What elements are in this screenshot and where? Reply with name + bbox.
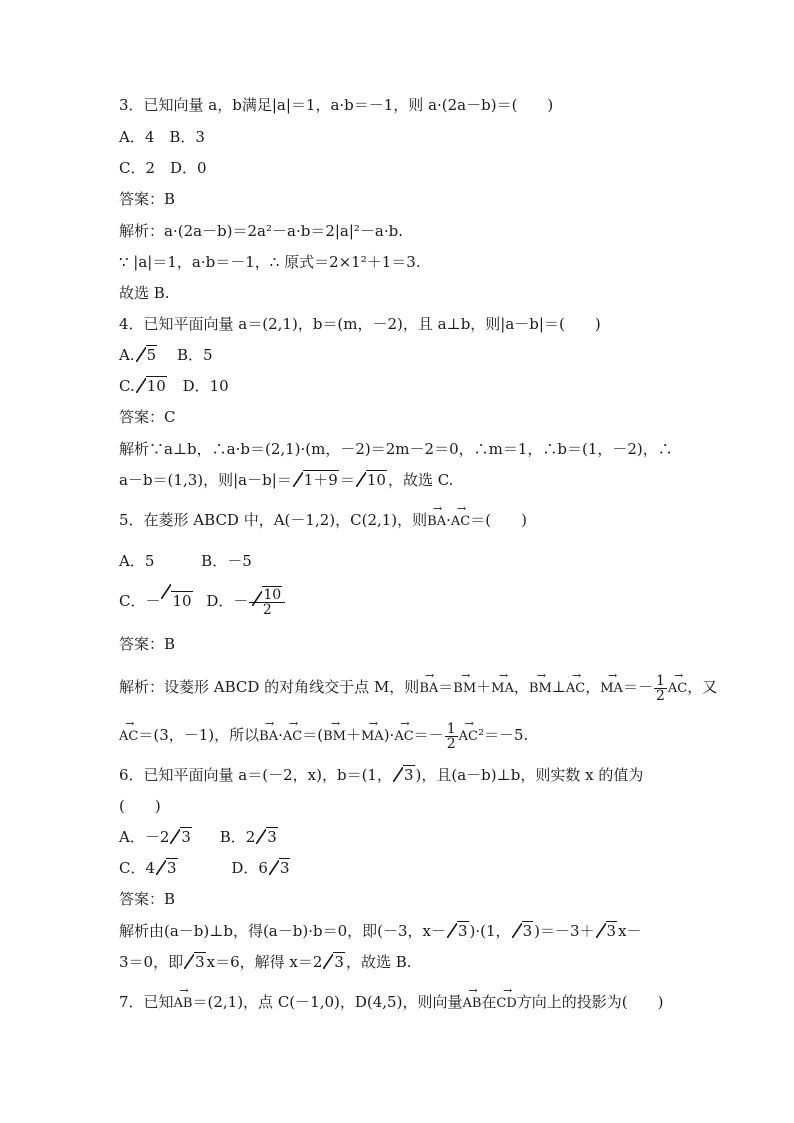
q4-explanation-2 — [119, 469, 684, 491]
text-run: 6．已知平面向量 a＝(－2，x)，b＝(1， — [119, 766, 392, 784]
q5-answer: 答案：B — [119, 635, 176, 653]
text-run: ，故选 B. — [345, 953, 412, 971]
text-run: ＝ — [302, 726, 318, 744]
radicand: 3 — [522, 922, 533, 940]
sqrt-symbol — [256, 826, 278, 848]
text-run: ，又 — [687, 678, 718, 696]
radicand: 10 — [263, 586, 282, 603]
q7-stem — [119, 990, 684, 1012]
q4-stem: 4．已知平面向量 a＝(2,1)，b＝(m，－2)，且 a⊥b，则|a－b|＝( ) — [119, 315, 601, 333]
q6-explanation-1 — [119, 920, 684, 942]
q5-explanation-2 — [119, 714, 684, 754]
radicand: 1＋9 — [303, 471, 338, 489]
q5-opt-d-label: D．－ — [206, 592, 249, 610]
q6-opt-a-label: A．－2 — [119, 828, 170, 846]
fraction-numerator — [249, 588, 285, 603]
q4-explanation-1: 解析∵a⊥b，∴a·b＝(2,1)·(m，－2)＝2m－2＝0，∴m＝1，∴b＝(1，－2)，∴ — [119, 440, 673, 458]
radicand: 3 — [195, 953, 205, 971]
q3-explanation-3: 故选 B. — [119, 284, 170, 302]
text-run: 解析：设菱形 ABCD 的对角线交于点 M，则 — [119, 678, 420, 696]
q5-options-ab — [119, 550, 684, 572]
vector-bm: BM → — [323, 714, 346, 757]
text-run: a－b＝(1,3)，则|a－b|＝ — [119, 471, 292, 489]
q6-stem-1 — [119, 764, 684, 786]
fraction-denominator: 2 — [446, 735, 456, 752]
q6-opt-d-label: D．6 — [231, 859, 268, 877]
q4-opt-c-radicand: 10 — [146, 377, 166, 395]
sqrt-symbol — [512, 920, 534, 942]
vector-ba: BA → — [419, 666, 438, 709]
sqrt-symbol — [447, 920, 469, 942]
text-run: ，故选 C. — [387, 471, 454, 489]
sqrt-symbol — [161, 581, 192, 621]
radicand: 3 — [267, 828, 277, 846]
q4-opt-c-label: C. — [119, 377, 135, 395]
q5-opt-c-label: C．－ — [119, 592, 161, 610]
fraction — [445, 722, 458, 751]
radicand: 3 — [334, 953, 344, 971]
q6-opt-c-label: C．4 — [119, 859, 156, 877]
text-run: )·(1， — [469, 922, 511, 940]
vector-ac: AC → — [668, 666, 687, 709]
radicand: 10 — [366, 471, 386, 489]
fraction — [249, 588, 285, 617]
q6-opt-b-label: B．2 — [219, 828, 256, 846]
dot-operator: · — [389, 726, 395, 744]
text-run: ＝－ — [413, 726, 444, 744]
radicand: 3 — [181, 828, 191, 846]
text-run: ＋ — [345, 726, 361, 744]
text-run: ＝－ — [622, 678, 653, 696]
sqrt-symbol — [596, 920, 618, 942]
radicand: 3 — [457, 922, 468, 940]
vector-ba: BA → — [427, 508, 446, 533]
text-run: 5．在菱形 ABCD 中，A(－1,2)，C(2,1)，则 — [119, 511, 428, 529]
fraction — [654, 674, 667, 703]
q5-opt-a: A．5 — [119, 552, 155, 570]
text-run: )＝－3＋ — [534, 922, 595, 940]
text-run: ＝ — [438, 678, 454, 696]
q4-opt-b: B．5 — [176, 346, 213, 364]
q6-explanation-2 — [119, 951, 684, 973]
q5-explanation-1 — [119, 666, 718, 706]
vector-bm: BM → — [529, 666, 552, 709]
vector-cd: CD → — [496, 990, 516, 1015]
vector-ab: AB → — [462, 990, 481, 1015]
text-run: ＝( ) — [470, 511, 527, 529]
q4-opt-a-radicand: 5 — [146, 346, 157, 364]
text-run: ， — [513, 678, 529, 696]
q4-options-ab — [119, 344, 684, 366]
vector-ma: MA → — [361, 714, 384, 757]
q4-answer: 答案：C — [119, 408, 176, 426]
radicand: 3 — [606, 922, 617, 940]
q5-opt-c-radicand: 10 — [172, 592, 192, 610]
q3-explanation-2: ∵ |a|＝1，a·b＝－1，∴ 原式＝2×1²＋1＝3. — [119, 253, 421, 271]
text-run: x－ — [618, 922, 642, 940]
text-run: 在 — [481, 993, 497, 1011]
text-run: 3＝0，即 — [119, 953, 184, 971]
text-run: ² — [477, 726, 484, 744]
text-run: ＝ — [339, 471, 355, 489]
text-run: 7．已知 — [119, 993, 174, 1011]
q5-stem — [119, 508, 684, 530]
dot-operator: · — [446, 511, 451, 529]
q3-explanation-1: 解析：a·(2a－b)＝2a²－a·b＝2|a|²－a·b. — [119, 222, 404, 240]
fraction-numerator: 1 — [446, 720, 456, 737]
q5-opt-b: B．－5 — [201, 552, 252, 570]
fraction-denominator: 2 — [655, 687, 665, 704]
sqrt-symbol — [252, 588, 282, 602]
q4-opt-a-label: A. — [119, 346, 135, 364]
sqrt-symbol — [156, 857, 178, 879]
text-run: ( — [317, 726, 324, 744]
text-run: ⊥ — [551, 678, 566, 696]
vector-ac: AC → — [451, 508, 470, 533]
q3-answer: 答案：B — [119, 190, 176, 208]
text-run: )，且(a－b)⊥b，则实数 x 的值为 — [415, 766, 644, 784]
vector-ma: MA → — [600, 666, 623, 709]
q4-options-cd — [119, 375, 684, 397]
q4-opt-d: D．10 — [182, 377, 229, 395]
sqrt-symbol — [393, 764, 415, 786]
sqrt-symbol — [269, 857, 291, 879]
text-run: 解析由(a－b)⊥b，得(a－b)·b＝0，即(－3，x－ — [119, 922, 446, 940]
q6-answer: 答案：B — [119, 890, 176, 908]
vector-ba: BA → — [259, 714, 278, 757]
vector-ac: AC → — [566, 666, 585, 709]
text-run: ) — [383, 726, 390, 744]
sqrt-symbol — [170, 826, 192, 848]
q3-stem: 3．已知向量 a，b满足|a|＝1，a·b＝－1，则 a·(2a－b)＝( ) — [119, 96, 554, 114]
radicand: 3 — [403, 766, 414, 784]
text-run: ＝(2,1)，点 C(－1,0)，D(4,5)，则向量 — [192, 993, 463, 1011]
fraction-numerator: 1 — [655, 672, 665, 689]
vector-ac: AC → — [394, 714, 413, 757]
vector-ac: AC → — [283, 714, 302, 757]
dot-operator: · — [278, 726, 283, 744]
vector-ab: AB → — [174, 990, 193, 1015]
text-run: x＝6，解得 x＝2 — [206, 953, 323, 971]
q6-options-ab — [119, 826, 684, 848]
vector-ac: AC → — [459, 714, 478, 757]
text-run: ＝(3，－1)，所以 — [138, 726, 260, 744]
q3-options-cd: C．2 D．0 — [119, 159, 207, 177]
vector-ac: AC → — [119, 714, 138, 757]
radicand: 3 — [167, 859, 177, 877]
q5-options-cd — [119, 581, 684, 621]
text-run: ， — [585, 678, 601, 696]
sqrt-symbol — [136, 344, 158, 366]
sqrt-symbol — [323, 951, 345, 973]
sqrt-symbol — [293, 469, 339, 491]
radicand: 3 — [279, 859, 290, 877]
text-run: 方向上的投影为( ) — [516, 993, 664, 1011]
q3-options-ab: A．4 B．3 — [119, 128, 205, 146]
text-run: ＋ — [476, 678, 492, 696]
fraction-denominator: 2 — [262, 601, 272, 618]
vector-bm: BM → — [453, 666, 476, 709]
sqrt-symbol — [356, 469, 387, 491]
q6-options-cd — [119, 857, 684, 879]
q6-stem-2: ( ) — [119, 797, 161, 815]
text-run: ＝－5. — [483, 726, 529, 744]
vector-ma: MA → — [491, 666, 514, 709]
sqrt-symbol — [184, 951, 206, 973]
sqrt-symbol — [136, 375, 167, 397]
